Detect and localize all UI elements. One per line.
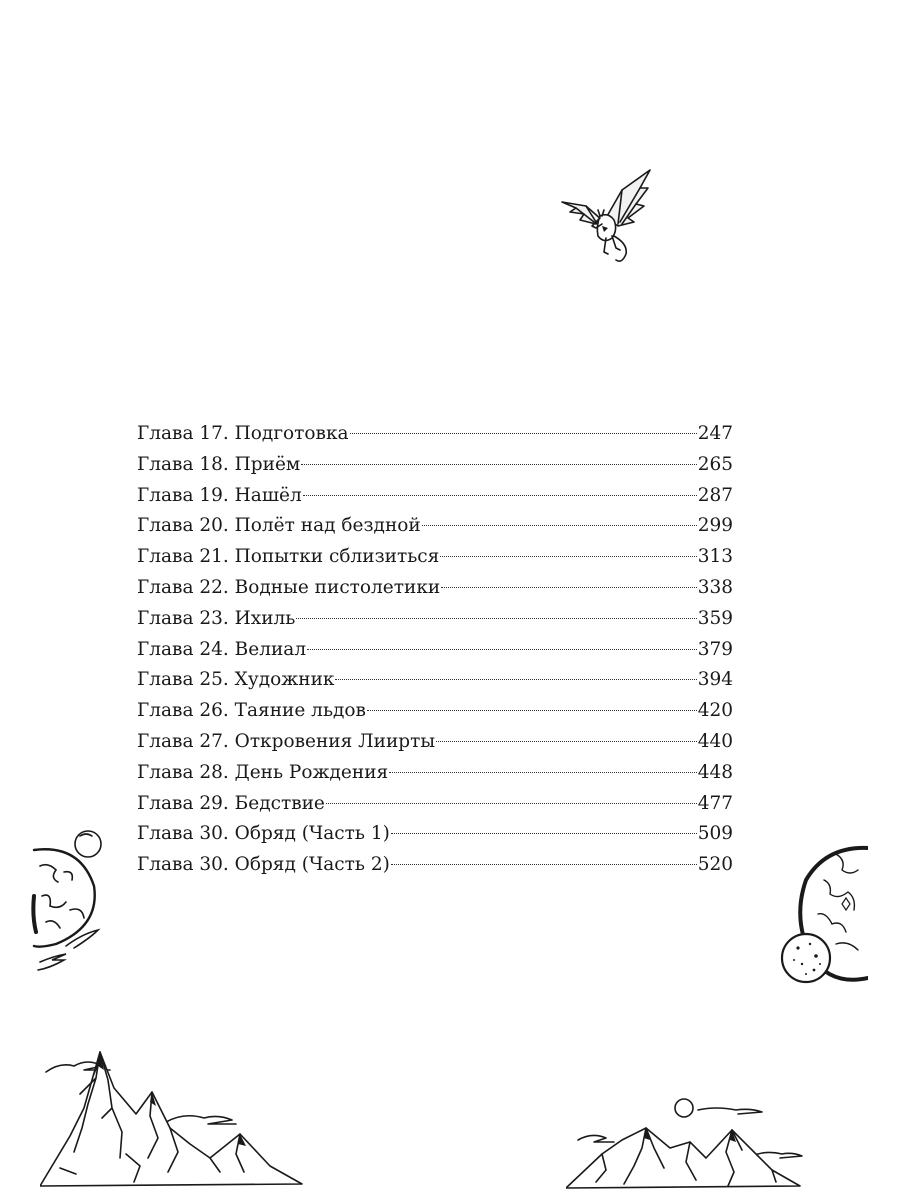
toc-entry — [137, 450, 733, 481]
toc-entry-page: 448 — [697, 761, 733, 783]
toc-entry-title: Глава 21. Попытки сблизиться — [137, 546, 440, 568]
toc-entry-page: 520 — [697, 854, 733, 876]
toc-dot-leader — [391, 863, 697, 865]
toc-entry — [137, 573, 733, 604]
toc-entry-title: Глава 27. Откровения Лиирты — [137, 730, 436, 752]
toc-entry — [137, 696, 733, 727]
toc-entry — [137, 419, 733, 450]
toc-entry-page: 420 — [697, 700, 733, 722]
toc-entry — [137, 819, 733, 850]
toc-entry — [137, 789, 733, 820]
toc-entry-page: 509 — [697, 823, 733, 845]
toc-entry-title: Глава 17. Подготовка — [137, 423, 349, 444]
toc-dot-leader — [440, 555, 696, 557]
toc-entry-page: 379 — [697, 638, 733, 660]
dragon-illustration — [556, 166, 656, 270]
toc-entry-title: Глава 19. Нашёл — [137, 484, 302, 506]
toc-entry-page: 313 — [697, 546, 733, 568]
toc-entry — [137, 665, 733, 696]
toc-entry-page: 247 — [697, 423, 733, 444]
toc-entry — [137, 758, 733, 789]
toc-entry-title: Глава 24. Велиал — [137, 638, 307, 660]
toc-entry-title: Глава 23. Ихиль — [137, 607, 296, 629]
toc-entry-title: Глава 18. Приём — [137, 453, 301, 475]
toc-dot-leader — [296, 617, 696, 619]
toc-dot-leader — [389, 771, 696, 773]
planets-illustration — [776, 840, 868, 990]
toc-entry — [137, 481, 733, 512]
toc-entry — [137, 511, 733, 542]
toc-entry — [137, 604, 733, 635]
toc-dot-leader — [326, 802, 697, 804]
toc-entry-page: 440 — [697, 730, 733, 752]
toc-dot-leader — [436, 740, 697, 742]
toc-entry-page: 287 — [697, 484, 733, 506]
toc-entry-page: 394 — [697, 669, 733, 691]
toc-dot-leader — [307, 648, 697, 650]
mountains-illustration — [566, 1096, 816, 1190]
toc-entry — [137, 542, 733, 573]
toc-entry — [137, 727, 733, 758]
toc-dot-leader — [441, 586, 696, 588]
toc-dot-leader — [350, 432, 697, 434]
mountains-illustration — [40, 1048, 312, 1190]
toc-entry-title: Глава 30. Обряд (Часть 2) — [137, 854, 390, 876]
toc-entry-page: 265 — [697, 453, 733, 475]
toc-entry-title: Глава 22. Водные пистолетики — [137, 576, 441, 598]
toc-entry-title: Глава 25. Художник — [137, 669, 335, 691]
toc-dot-leader — [422, 524, 697, 526]
toc-entry-page: 338 — [697, 576, 733, 598]
toc-entry-title: Глава 26. Таяние льдов — [137, 700, 366, 722]
toc-dot-leader — [303, 494, 697, 496]
toc-dot-leader — [301, 463, 696, 465]
toc-entry-title: Глава 28. День Рождения — [137, 761, 389, 783]
toc-entry — [137, 850, 733, 881]
toc-entry-title: Глава 29. Бедствие — [137, 792, 325, 814]
toc-entry-title: Глава 30. Обряд (Часть 1) — [137, 823, 390, 845]
toc-entry-title: Глава 20. Полёт над бездной — [137, 515, 421, 537]
toc-entry-page: 477 — [697, 792, 733, 814]
toc-entry-page: 299 — [697, 515, 733, 537]
table-of-contents — [137, 419, 733, 881]
toc-dot-leader — [367, 709, 697, 711]
toc-entry — [137, 635, 733, 666]
toc-dot-leader — [335, 678, 696, 680]
toc-dot-leader — [391, 832, 697, 834]
planet-illustration — [30, 826, 110, 976]
toc-entry-page: 359 — [697, 607, 733, 629]
